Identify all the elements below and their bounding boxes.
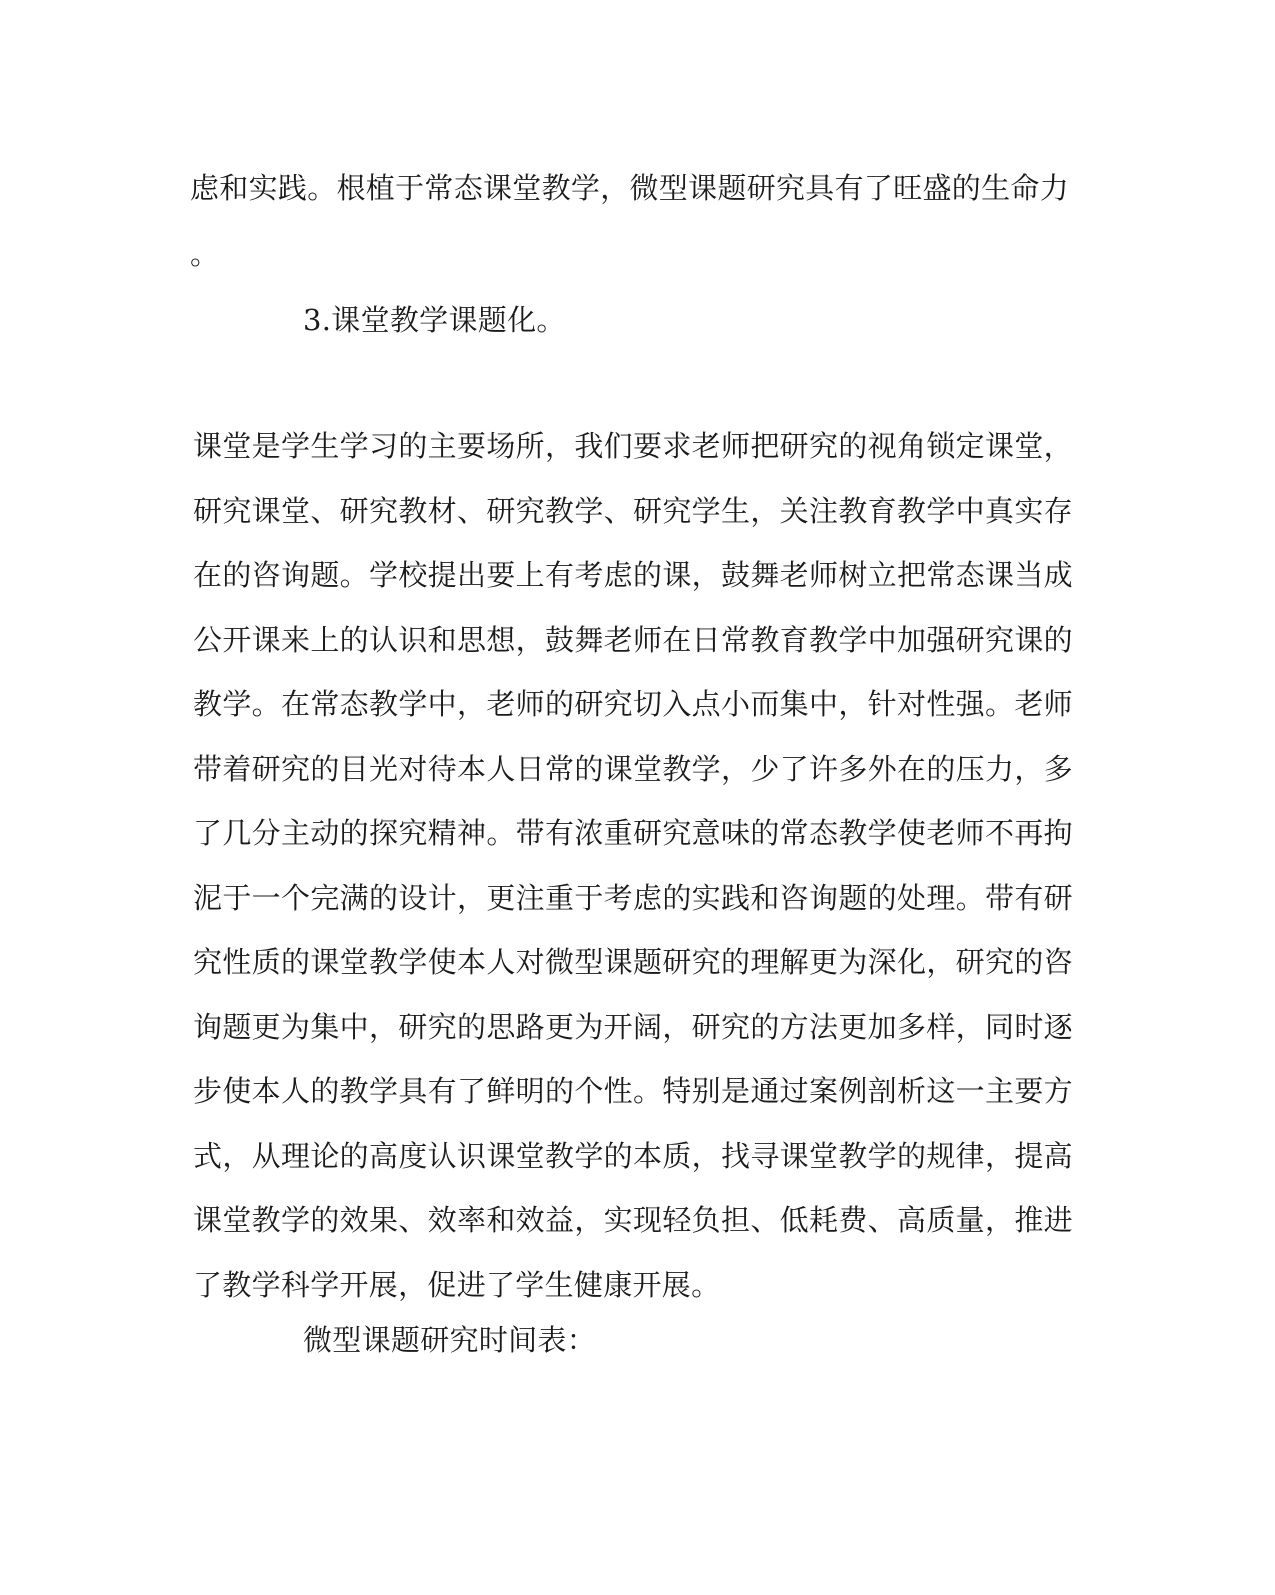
section-heading-3: 3.课堂教学课题化。 [303,303,566,337]
body-paragraph: 课堂是学生学习的主要场所，我们要求老师把研究的视角锁定课堂，研究课堂、研究教材、研究教学、研究学生，关注教育教学中真实存在的咨询题。学校提出要上有考虑的课，鼓舞老师树立把常态课当成公开课来上的认识和思想，鼓舞老师在日常教育教学中加强研究课的教学。在常态教学中，老师的研究切入点小而集中，针对性强。老师带着研究的目光对待本人日常的课堂教学，少了许多外在的压力，多了几分主动的探究精神。带有浓重研究意味的常态教学使老师不再拘泥于一个完满的设计，更注重于考虑的实践和咨询题的处理。带有研究性质的课堂教学使本人对微型课题研究的理解更为深化，研究的咨询题更为集中，研究的思路更为开阔，研究的方法更加多样，同时逐步使本人的教学具有了鲜明的个性。特别是通过案例剖析这一主要方式，从理论的高度认识课堂教学的本质，找寻课堂教学的规律，提高课堂教学的效果、效率和效益，实现轻负担、低耗费、高质量，推进了教学科学开展，促进了学生健康开展。 [193,429,1073,1302]
paragraph-continuation-line: 虑和实践。根植于常态课堂教学，微型课题研究具有了旺盛的生命力 [190,171,1070,205]
paragraph-continuation-punctuation: 。 [190,237,220,271]
schedule-heading: 微型课题研究时间表： [303,1323,597,1357]
